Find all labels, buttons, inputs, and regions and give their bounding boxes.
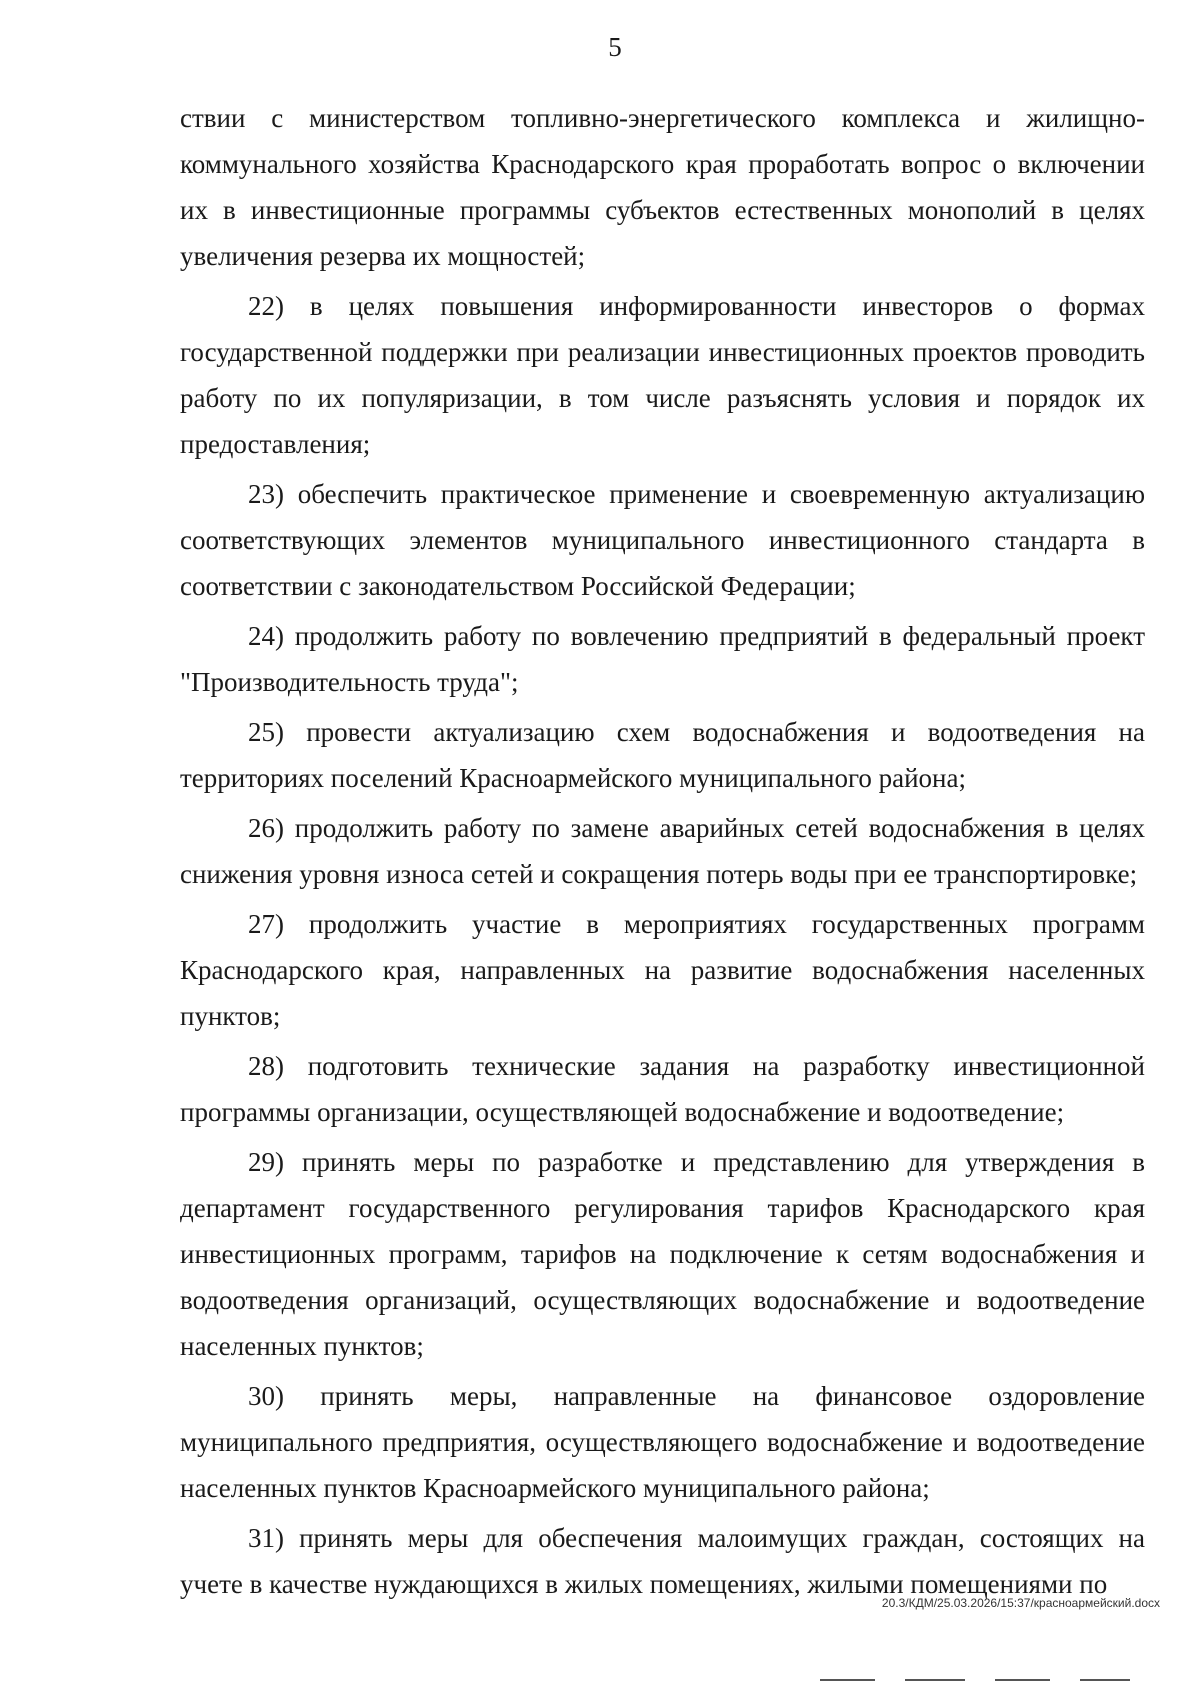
document-file-code: 20.3/КДМ/25.03.2026/15:37/красноармейский.docx	[881, 1596, 1160, 1610]
paragraph-item-24: 24) продолжить работу по вовлечению предприятий в федеральный проект "Производительность труда";	[180, 621, 1145, 697]
page-number: 5	[608, 32, 622, 62]
paragraph-item-31: 31) принять меры для обеспечения малоимущих граждан, состоящих на учете в качестве нуждающихся в жилых помещениях, жилыми помещениями по	[180, 1523, 1145, 1599]
paragraph-item-26: 26) продолжить работу по замене аварийных сетей водоснабжения в целях снижения уровня износа сетей и сокращения потерь воды при ее транспортировке;	[180, 813, 1145, 889]
paragraph-item-30: 30) принять меры, направленные на финансовое оздоровление муниципального предприятия, осуществляющего водоснабжение и водоотведение населенных пунктов Красноармейского муниципального района;	[180, 1381, 1145, 1503]
paragraph-item-28: 28) подготовить технические задания на разработку инвестиционной программы организации, осуществляющей водоснабжение и водоотведение;	[180, 1051, 1145, 1127]
scan-mark-line	[995, 1679, 1050, 1681]
document-body	[180, 95, 1145, 1611]
scan-mark-line	[905, 1679, 965, 1681]
paragraph-item-25: 25) провести актуализацию схем водоснабжения и водоотведения на территориях поселений Красноармейского муниципального района;	[180, 717, 1145, 793]
paragraph-item-23: 23) обеспечить практическое применение и своевременную актуализацию соответствующих элементов муниципального инвестиционного стандарта в соответствии с законодательством Российской Федерации;	[180, 479, 1145, 601]
scan-mark-line	[820, 1679, 875, 1681]
paragraph-item-27: 27) продолжить участие в мероприятиях государственных программ Краснодарского края, направленных на развитие водоснабжения населенных пунктов;	[180, 909, 1145, 1031]
paragraph-continuation: ствии с министерством топливно-энергетического комплекса и жилищно-коммунального хозяйства Краснодарского края проработать вопрос о включении их в инвестиционные программы субъектов естественных монополий в целях увеличения резерва их мощностей;	[180, 103, 1145, 271]
paragraph-item-22: 22) в целях повышения информированности инвесторов о формах государственной поддержки при реализации инвестиционных проектов проводить работу по их популяризации, в том числе разъяснять условия и порядок их предоставления;	[180, 291, 1145, 459]
paragraph-item-29: 29) принять меры по разработке и представлению для утверждения в департамент государственного регулирования тарифов Краснодарского края инвестиционных программ, тарифов на подключение к сетям водоснабжения и водоотведения организаций, осуществляющих водоснабжение и водоотведение населенных пунктов;	[180, 1147, 1145, 1361]
scan-mark-line	[1080, 1679, 1130, 1681]
